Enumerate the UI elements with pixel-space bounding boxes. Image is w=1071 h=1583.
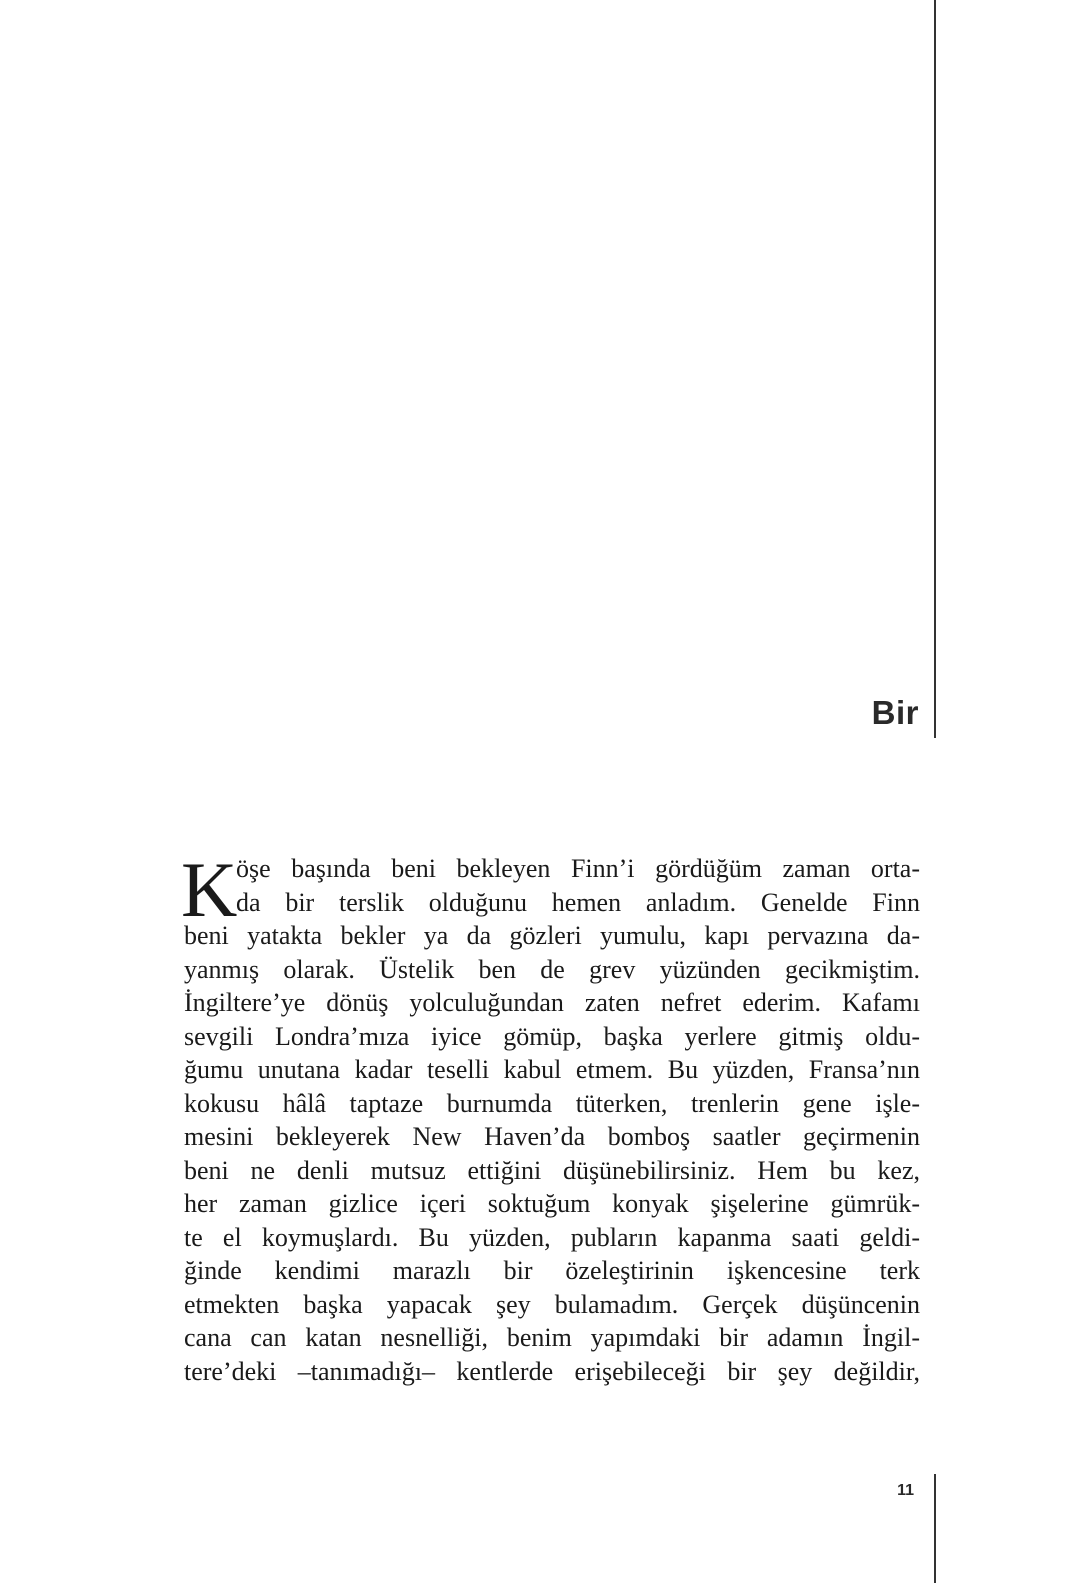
margin-rule-bottom bbox=[934, 1474, 936, 1583]
body-paragraph bbox=[181, 846, 920, 1388]
text-line: beni yatakta bekler ya da gözleri yumulu, kapı pervazına da- bbox=[184, 921, 920, 950]
text-line: da bir terslik olduğunu hemen anladım. Genelde Finn bbox=[236, 887, 920, 917]
drop-cap: K bbox=[181, 846, 238, 933]
margin-rule-top bbox=[934, 0, 936, 738]
text-line: mesini bekleyerek New Haven’da bomboş saatler geçirmenin bbox=[184, 1122, 920, 1151]
text-line: İngiltere’ye dönüş yolculuğundan zaten nefret ederim. Kafamı bbox=[184, 988, 920, 1017]
text-line: te el koymuşlardı. Bu yüzden, pubların kapanma saati geldi- bbox=[184, 1222, 920, 1252]
text-line: beni ne denli mutsuz ettiğini düşünebilirsiniz. Hem bu kez, bbox=[184, 1155, 920, 1185]
text-line: her zaman gizlice içeri soktuğum konyak şişelerine gümrük- bbox=[184, 1189, 920, 1218]
text-line: cana can katan nesnelliği, benim yapımdaki bir adamın İngil- bbox=[184, 1323, 920, 1352]
page-number: 11 bbox=[897, 1482, 914, 1499]
text-line: etmekten başka yapacak şey bulamadım. Gerçek düşüncenin bbox=[184, 1289, 920, 1319]
chapter-title: Bir bbox=[871, 694, 919, 731]
text-line: kokusu hâlâ taptaze burnumda tüterken, trenlerin gene işle- bbox=[184, 1088, 920, 1118]
text-line: sevgili Londra’mıza iyice gömüp, başka yerlere gitmiş oldu- bbox=[184, 1021, 920, 1051]
text-line: öşe başında beni bekleyen Finn’i gördüğüm zaman orta- bbox=[236, 854, 920, 883]
text-line: tere’deki –tanımadığı– kentlerde erişebileceği bir şey değildir, bbox=[184, 1356, 920, 1386]
text-line: yanmış olarak. Üstelik ben de grev yüzünden gecikmiştim. bbox=[184, 954, 920, 984]
text-line: ğinde kendimi marazlı bir özeleştirinin işkencesine terk bbox=[184, 1256, 920, 1285]
text-line: ğumu unutana kadar teselli kabul etmem. Bu yüzden, Fransa’nın bbox=[184, 1055, 920, 1084]
